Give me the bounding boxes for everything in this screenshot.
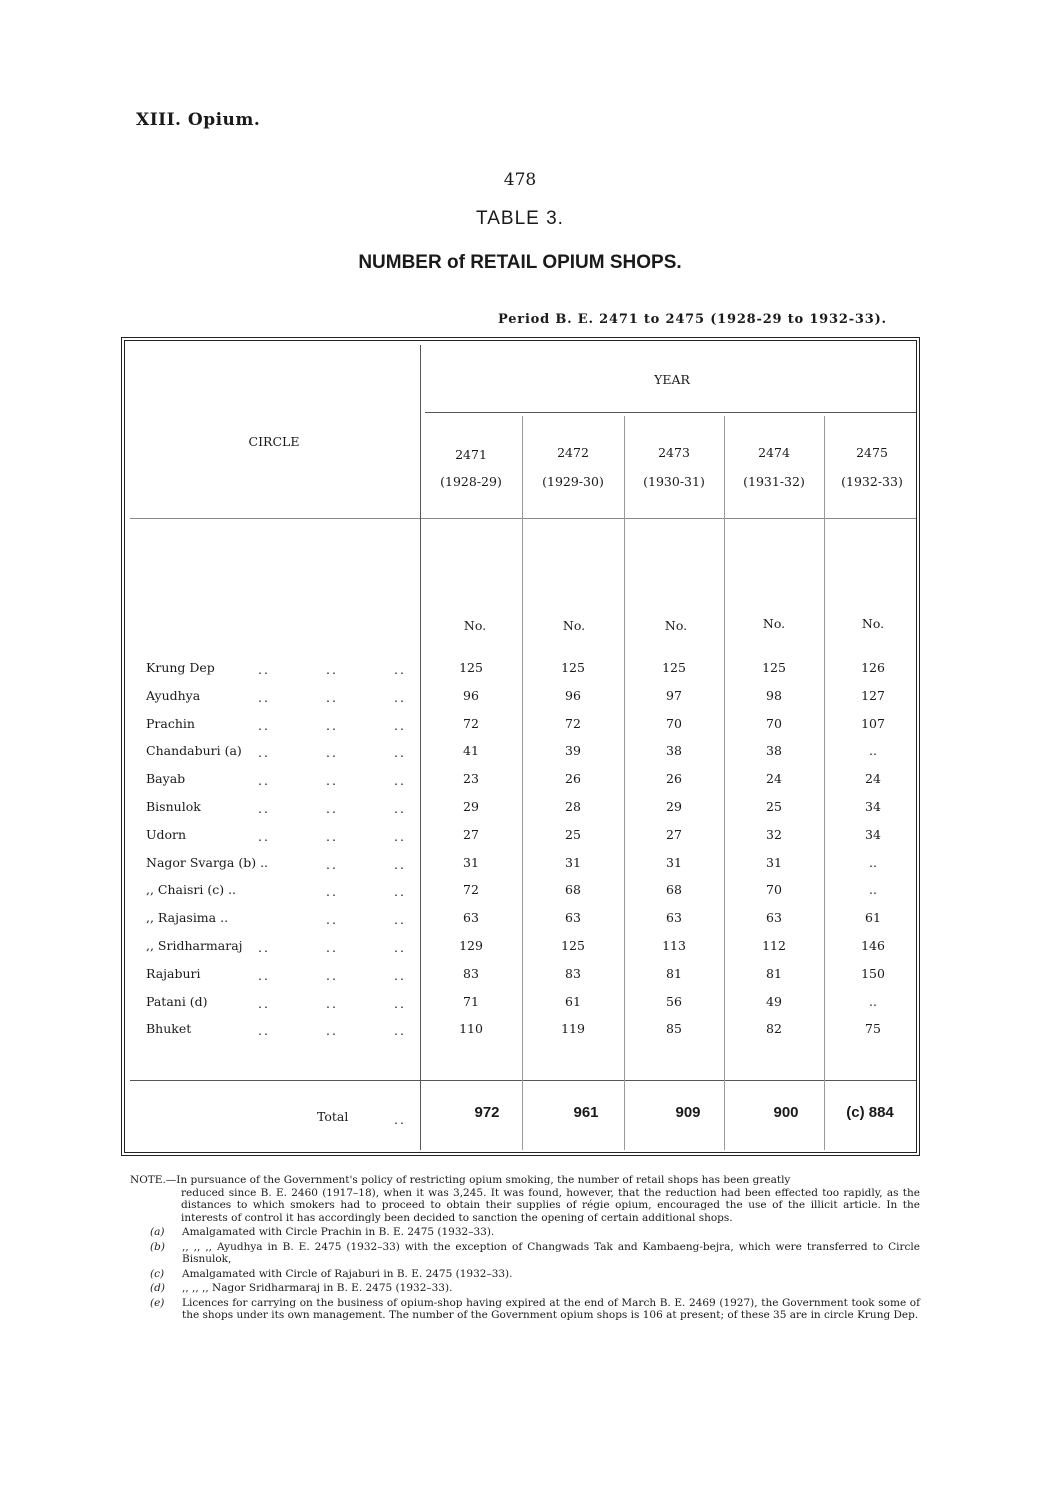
table-cell: 26 <box>565 771 581 786</box>
year-2472: 2472 <box>557 445 589 460</box>
circle-name: Patani (d) <box>146 994 208 1009</box>
table-cell: .. <box>869 855 877 870</box>
table-cell: 31 <box>463 855 479 870</box>
table-cell: 25 <box>766 799 782 814</box>
table-cell: 85 <box>666 1021 682 1036</box>
table-cell: 72 <box>463 716 479 731</box>
year-range-2472: (1929-30) <box>542 474 604 489</box>
note-paragraph <box>130 1174 920 1224</box>
footnote-mark: (b) <box>150 1240 165 1253</box>
footnote-text: Amalgamated with Circle Prachin in B. E. 2475 (1932–33). <box>182 1226 495 1238</box>
leader-dots: .. <box>326 1023 338 1038</box>
total-value: 961 <box>573 1104 599 1121</box>
leader-dots: .. <box>394 718 406 733</box>
footnote-text: Amalgamated with Circle of Rajaburi in B. E. 2475 (1932–33). <box>182 1267 513 1280</box>
leader-dots: .. <box>326 662 338 677</box>
table-cell: 25 <box>565 827 581 842</box>
table-cell: 41 <box>463 743 479 758</box>
circle-name: Ayudhya <box>146 688 201 703</box>
leader-dots: .. <box>394 662 406 677</box>
table-cell: 24 <box>865 771 881 786</box>
table-cell: 125 <box>762 660 786 675</box>
table-cell: 34 <box>865 799 881 814</box>
total-value: 900 <box>773 1104 799 1121</box>
leader-dots: .. <box>258 940 270 955</box>
leader-dots: .. <box>394 940 406 955</box>
table-cell: 32 <box>766 827 782 842</box>
leader-dots: .. <box>258 773 270 788</box>
leader-dots: .. <box>394 968 406 983</box>
circle-name: ,, Rajasima .. <box>146 910 229 925</box>
leader-dots: .. <box>326 745 338 760</box>
footnote-text: ,, ,, ,, Ayudhya in B. E. 2475 (1932–33) with the exception of Changwads Tak and Kambaeng-bejra, which were transferred to Circle Bisnulok, <box>182 1240 920 1265</box>
table-cell: 110 <box>459 1021 483 1036</box>
table-cell: 63 <box>565 910 581 925</box>
table-cell: 127 <box>861 688 885 703</box>
table-cell: 98 <box>766 688 782 703</box>
leader-dots: .. <box>258 996 270 1011</box>
year-range-2474: (1931-32) <box>743 474 805 489</box>
table-cell: 63 <box>666 910 682 925</box>
year-rule <box>425 412 916 413</box>
page-number: 478 <box>503 170 537 190</box>
leader-dots: .. <box>394 996 406 1011</box>
table-subtitle: NUMBER of RETAIL OPIUM SHOPS. <box>358 252 682 273</box>
leader-dots: .. <box>258 662 270 677</box>
table-cell: 146 <box>861 938 885 953</box>
leader-dots: .. <box>326 912 338 927</box>
table-cell: 125 <box>561 660 585 675</box>
circle-name: Bayab <box>146 771 186 786</box>
table-cell: 63 <box>766 910 782 925</box>
table-cell: 71 <box>463 994 479 1009</box>
table-cell: 70 <box>766 716 782 731</box>
circle-name: ,, Chaisri (c) .. <box>146 882 237 897</box>
leader-dots: .. <box>326 996 338 1011</box>
table-cell: .. <box>869 882 877 897</box>
table-cell: 61 <box>565 994 581 1009</box>
year-range-2475: (1932-33) <box>841 474 903 489</box>
table-cell: 23 <box>463 771 479 786</box>
footnote-mark: (c) <box>150 1267 165 1280</box>
leader-dots: .. <box>258 718 270 733</box>
circle-name: Bisnulok <box>146 799 201 814</box>
section-heading: XIII. Opium. <box>136 110 261 130</box>
circle-name: Prachin <box>146 716 195 731</box>
leader-dots: .. <box>258 745 270 760</box>
table-cell: 129 <box>459 938 483 953</box>
year-range-2473: (1930-31) <box>643 474 705 489</box>
table-cell: 72 <box>463 882 479 897</box>
leader-dots: .. <box>394 1112 406 1127</box>
note-body: reduced since B. E. 2460 (1917–18), when it was 3,245. It was found, however, that the reduction had been effected too rapidly, as the distances to which smokers had to proceed to obtain their supplies of régie opium, encouraged the use of the illicit article. In the interests of control it has accordingly been decided to sanction the opening of certain additional shops. <box>181 1186 920 1224</box>
table-cell: 68 <box>565 882 581 897</box>
leader-dots: .. <box>394 745 406 760</box>
table-cell: 125 <box>561 938 585 953</box>
leader-dots: .. <box>394 884 406 899</box>
table-cell: 82 <box>766 1021 782 1036</box>
leader-dots: .. <box>394 857 406 872</box>
table-cell: .. <box>869 743 877 758</box>
leader-dots: .. <box>258 968 270 983</box>
table-cell: 125 <box>662 660 686 675</box>
leader-dots: .. <box>394 690 406 705</box>
leader-dots: .. <box>326 801 338 816</box>
leader-dots: .. <box>326 857 338 872</box>
leader-dots: .. <box>258 829 270 844</box>
table-cell: 150 <box>861 966 885 981</box>
year-range-2471: (1928-29) <box>440 474 502 489</box>
table-cell: 49 <box>766 994 782 1009</box>
year-2471: 2471 <box>455 447 487 462</box>
table-notes <box>130 1174 920 1322</box>
unit-label: No. <box>562 618 586 633</box>
year-2473: 2473 <box>658 445 690 460</box>
table-cell: 119 <box>561 1021 585 1036</box>
table-cell: 31 <box>666 855 682 870</box>
table-cell: 125 <box>459 660 483 675</box>
leader-dots: .. <box>326 718 338 733</box>
table-cell: 61 <box>865 910 881 925</box>
unit-label: No. <box>861 616 885 631</box>
footnote-mark: (a) <box>150 1226 165 1238</box>
leader-dots: .. <box>326 829 338 844</box>
total-rule <box>130 1080 916 1081</box>
leader-dots: .. <box>326 773 338 788</box>
table-cell: 38 <box>666 743 682 758</box>
table-cell: 26 <box>666 771 682 786</box>
unit-label: No. <box>463 618 487 633</box>
period-caption: Period B. E. 2471 to 2475 (1928-29 to 1932-33). <box>498 312 887 327</box>
table-cell: 96 <box>565 688 581 703</box>
leader-dots: .. <box>326 690 338 705</box>
leader-dots: .. <box>258 1023 270 1038</box>
table-cell: 70 <box>766 882 782 897</box>
table-cell: 96 <box>463 688 479 703</box>
footnote <box>130 1268 920 1281</box>
total-value: 909 <box>675 1104 701 1121</box>
circle-header: CIRCLE <box>248 434 300 449</box>
table-cell: 63 <box>463 910 479 925</box>
leader-dots: .. <box>326 968 338 983</box>
footnote <box>130 1282 920 1295</box>
table-cell: 75 <box>865 1021 881 1036</box>
year-2475: 2475 <box>856 445 888 460</box>
footnote-mark: (d) <box>150 1282 165 1294</box>
table-cell: 126 <box>861 660 885 675</box>
table-cell: 24 <box>766 771 782 786</box>
table-cell: .. <box>869 994 877 1009</box>
footnote <box>130 1297 920 1322</box>
table-cell: 70 <box>666 716 682 731</box>
table-cell: 27 <box>666 827 682 842</box>
table-cell: 112 <box>762 938 786 953</box>
footnote-mark: (e) <box>150 1296 165 1309</box>
circle-name: Rajaburi <box>146 966 201 981</box>
table-cell: 34 <box>865 827 881 842</box>
leader-dots: .. <box>394 801 406 816</box>
unit-label: No. <box>664 618 688 633</box>
circle-name: Bhuket <box>146 1021 192 1036</box>
leader-dots: .. <box>326 940 338 955</box>
table-cell: 97 <box>666 688 682 703</box>
table-cell: 113 <box>662 938 686 953</box>
year-header: YEAR <box>654 372 690 387</box>
table-cell: 31 <box>565 855 581 870</box>
leader-dots: .. <box>258 801 270 816</box>
leader-dots: .. <box>394 1023 406 1038</box>
table-cell: 72 <box>565 716 581 731</box>
table-cell: 81 <box>766 966 782 981</box>
table-cell: 39 <box>565 743 581 758</box>
note-first-line: NOTE.—In pursuance of the Government's policy of restricting opium smoking, the number of retail shops has been greatly <box>130 1174 791 1186</box>
table-cell: 28 <box>565 799 581 814</box>
table-cell: 68 <box>666 882 682 897</box>
total-label: Total <box>317 1109 349 1124</box>
table-cell: 31 <box>766 855 782 870</box>
leader-dots: .. <box>326 884 338 899</box>
circle-name: Chandaburi (a) <box>146 743 242 758</box>
leader-dots: .. <box>258 690 270 705</box>
table-cell: 83 <box>565 966 581 981</box>
table-cell: 107 <box>861 716 885 731</box>
table-cell: 29 <box>463 799 479 814</box>
circle-name: ,, Sridharmaraj <box>146 938 243 953</box>
leader-dots: .. <box>394 773 406 788</box>
year-2474: 2474 <box>758 445 790 460</box>
footnote-text: ,, ,, ,, Nagor Sridharmaraj in B. E. 2475 (1932–33). <box>182 1282 453 1294</box>
table-cell: 38 <box>766 743 782 758</box>
total-value: (c) 884 <box>846 1104 894 1121</box>
unit-label: No. <box>762 616 786 631</box>
footnote <box>130 1241 920 1266</box>
table-title: TABLE 3. <box>476 208 564 229</box>
footnote-text: Licences for carrying on the business of opium-shop having expired at the end of March B. E. 2469 (1927), the Government took some of the shops under its own management. The number of the Government opium shops is 106 at present; of these 35 are in circle Krung Dep. <box>182 1296 920 1321</box>
leader-dots: .. <box>394 912 406 927</box>
circle-name: Nagor Svarga (b) .. <box>146 855 269 870</box>
circle-name: Krung Dep <box>146 660 215 675</box>
footnote <box>130 1226 920 1239</box>
leader-dots: .. <box>394 829 406 844</box>
total-value: 972 <box>474 1104 500 1121</box>
circle-name: Udorn <box>146 827 187 842</box>
table-cell: 83 <box>463 966 479 981</box>
header-rule <box>130 518 916 519</box>
table-cell: 56 <box>666 994 682 1009</box>
table-cell: 27 <box>463 827 479 842</box>
table-cell: 29 <box>666 799 682 814</box>
table-cell: 81 <box>666 966 682 981</box>
